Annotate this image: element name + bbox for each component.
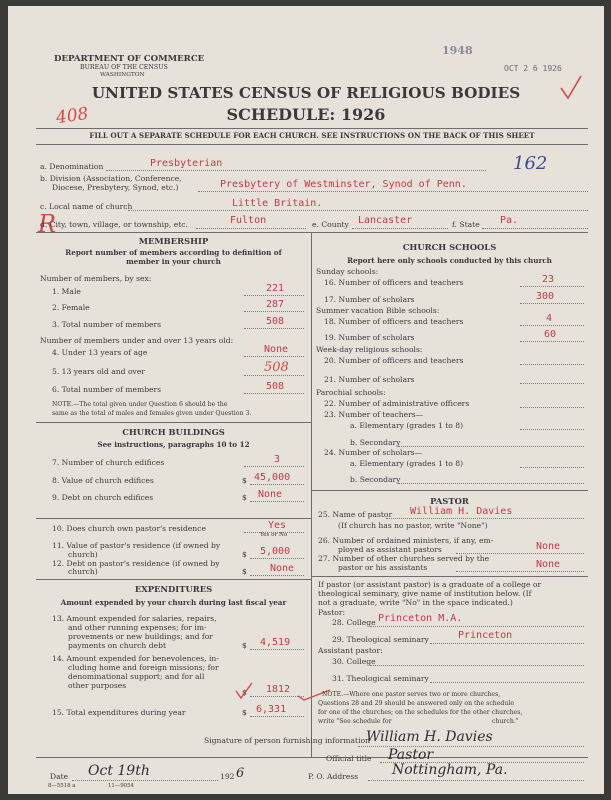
membership-sub-1: Report number of members according to definition of [65, 248, 282, 257]
q22-label: 22. Number of administrative officers [324, 399, 470, 408]
q12-dollar: $ [242, 567, 247, 576]
q27-value: None [536, 559, 561, 570]
q3-value: 508 [266, 316, 285, 327]
q28-value: Princeton M.A. [378, 613, 463, 624]
q14-line-2: cluding home and foreign missions; for [68, 663, 219, 672]
q6-label: 6. Total number of members [52, 385, 162, 394]
local-name-value: Little Britain. [232, 198, 323, 209]
q16-value: 23 [542, 274, 555, 285]
q27-line-1: 27. Number of other churches served by the [318, 554, 490, 563]
q9-value: None [258, 489, 283, 500]
members-by-sex-label: Number of members, by sex: [40, 274, 152, 283]
q11-value: 5,000 [260, 546, 291, 557]
year-suffix: 6 [236, 766, 245, 781]
check-mark-icon [558, 74, 584, 104]
q3-label: 3. Total number of members [52, 320, 162, 329]
q18-value: 4 [546, 313, 553, 324]
received-date-stamp: OCT 2 6 1926 [504, 64, 562, 73]
q15-label: 15. Total expenditures during year [52, 708, 186, 717]
q14-line-3: denominational support; and for all [68, 672, 205, 681]
q11-dollar: $ [242, 550, 247, 559]
graduate-note-3: not a graduate, write "No" in the space indicated.) [318, 598, 513, 607]
q19-label: 19. Number of scholars [324, 333, 415, 342]
summer-label: Summer vacation Bible schools: [316, 306, 440, 315]
age-label: Number of members under and over 13 years old: [40, 336, 234, 345]
weekday-label: Week-day religious schools: [316, 345, 423, 354]
county-label: e. County [312, 220, 349, 229]
q8-dollar: $ [242, 476, 247, 485]
q7-value: 3 [274, 454, 281, 465]
q12-label: 12. Debt on pastor's residence (if owned by [52, 559, 220, 568]
instruction-line: FILL OUT A SEPARATE SCHEDULE FOR EACH CHURCH. SEE INSTRUCTIONS ON THE BACK OF THIS SHEET [89, 131, 535, 140]
official-title-value: Pastor [388, 747, 434, 763]
q8-value: 45,000 [254, 472, 291, 483]
q7-label: 7. Number of church edifices [52, 458, 165, 467]
q25-hint: (If church has no pastor, write "None") [338, 521, 488, 530]
bureau-name: BUREAU OF THE CENSUS [80, 64, 168, 71]
membership-sub-2: member in your church [126, 257, 221, 266]
q5-value: 508 [264, 360, 289, 375]
pastor-heading: PASTOR [430, 496, 469, 506]
city-name: WASHINGTON [100, 72, 145, 78]
date-value: Oct 19th [88, 763, 150, 779]
q12-label-2: church) [68, 567, 98, 576]
state-label: f. State [452, 220, 480, 229]
local-name-label: c. Local name of church [40, 202, 133, 211]
code-handwritten: 162 [513, 153, 548, 174]
q25-value: William H. Davies [410, 506, 513, 517]
q17-label: 17. Number of scholars [324, 295, 415, 304]
q14-dollar: $ [242, 688, 247, 697]
pastor-note-1: NOTE.—Where one pastor serves two or more churches, [322, 691, 501, 698]
schedule-title: SCHEDULE: 1926 [226, 105, 386, 124]
q11-label-2: church) [68, 550, 98, 559]
q10-label: 10. Does church own pastor's residence [52, 524, 206, 533]
q23-label: 23. Number of teachers— [324, 410, 424, 419]
buildings-heading: CHURCH BUILDINGS [122, 427, 225, 437]
q2-value: 287 [266, 299, 285, 310]
q4-value: None [264, 344, 289, 355]
q29-label: 29. Theological seminary [332, 635, 429, 644]
q24b-label: b. Secondary [350, 475, 401, 484]
pastor-note-4: write "See schedule for [318, 718, 392, 725]
q25-label: 25. Name of pastor [318, 510, 393, 519]
q24-label: 24. Number of scholars— [324, 448, 423, 457]
q13-line-4: payments on church debt [68, 641, 166, 650]
schools-heading: CHURCH SCHOOLS [402, 242, 497, 252]
q11-label: 11. Value of pastor's residence (if owned by [52, 541, 221, 550]
sunday-label: Sunday schools: [316, 267, 379, 276]
parochial-label: Parochial schools: [316, 388, 386, 397]
q13-line-3: provements or new buildings; and for [68, 632, 213, 641]
q14-line-1: 14. Amount expended for benevolences, in- [52, 654, 219, 663]
q2-label: 2. Female [52, 303, 90, 312]
pastor-note-2: Questions 28 and 29 should be answered only on the schedule [318, 700, 515, 707]
review-mark: R [38, 210, 57, 238]
city-label: d. City, town, village, or township, etc. [40, 220, 188, 229]
page-title: UNITED STATES CENSUS OF RELIGIOUS BODIES [91, 84, 521, 102]
graduate-note-2: theological seminary, give name of institution below. (If [318, 589, 532, 598]
address-label: P. O. Address [308, 772, 359, 781]
denomination-label: a. Denomination [40, 162, 104, 171]
q29-value: Princeton [458, 630, 513, 641]
membership-heading: MEMBERSHIP [138, 236, 209, 246]
q20-label: 20. Number of officers and teachers [324, 356, 464, 365]
q26-line-1: 26. Number of ordained ministers, if any, em- [318, 536, 494, 545]
q24a-label: a. Elementary (grades 1 to 8) [350, 459, 464, 468]
signature-label: Signature of person furnishing information [204, 736, 370, 745]
q6-value: 508 [266, 381, 285, 392]
q9-dollar: $ [242, 493, 247, 502]
q5-label: 5. 13 years old and over [52, 367, 145, 376]
buildings-sub: See instructions, paragraphs 10 to 12 [97, 440, 250, 449]
q15-value: 6,331 [256, 704, 287, 715]
q23a-label: a. Elementary (grades 1 to 8) [350, 421, 464, 430]
membership-note-1: NOTE.—The total given under Question 6 should be the [52, 401, 228, 408]
q14-line-4: other purposes [68, 681, 127, 690]
division-label-2: Diocese, Presbytery, Synod, etc.) [52, 183, 179, 192]
pastor-note-3: for one of the churches; on the schedules for the other churches, [318, 709, 523, 716]
pastor-note-4b: church." [492, 718, 519, 725]
q8-label: 8. Value of church edifices [52, 476, 154, 485]
form-number-2: 11—9054 [108, 783, 134, 789]
q13-value: 4,519 [260, 637, 291, 648]
official-title-label: Official title [326, 754, 372, 763]
expenditures-heading: EXPENDITURES [134, 584, 213, 594]
q31-label: 31. Theological seminary [332, 674, 429, 683]
q26-value: None [536, 541, 561, 552]
q14-value: 1812 [266, 684, 291, 695]
graduate-note-1: If pastor (or assistant pastor) is a graduate of a college or [318, 580, 542, 589]
q18-label: 18. Number of officers and teachers [324, 317, 464, 326]
q1-label: 1. Male [52, 287, 81, 296]
year-prefix: 192 [220, 772, 235, 781]
q13-line-2: and other running expenses; for im- [68, 623, 207, 632]
q26-line-2: ployed as assistant pastors [338, 545, 442, 554]
q9-label: 9. Debt on church edifices [52, 493, 154, 502]
q16-label: 16. Number of officers and teachers [324, 278, 464, 287]
q27-line-2: pastor or his assistants [338, 563, 428, 572]
form-number: 8—5518 a [48, 783, 76, 789]
case-number-handwritten: 408 [54, 103, 90, 129]
q10-hint: Yes or No [260, 532, 288, 538]
q1-value: 221 [266, 283, 285, 294]
signature-value: William H. Davies [366, 729, 493, 745]
check-mark-icon [234, 681, 254, 701]
q19-value: 60 [544, 329, 557, 340]
q13-dollar: $ [242, 641, 247, 650]
expenditures-sub: Amount expended by your church during last fiscal year [60, 598, 287, 607]
division-label: b. Division (Association, Conference, [40, 174, 182, 183]
q23b-label: b. Secondary [350, 438, 401, 447]
state-value: Pa. [500, 215, 519, 226]
county-value: Lancaster [358, 215, 413, 226]
department-name: DEPARTMENT OF COMMERCE [54, 54, 205, 64]
assistant-pastor-label: Assistant pastor: [318, 646, 383, 655]
census-schedule-sheet [8, 6, 604, 794]
q30-label: 30. College [332, 657, 376, 666]
q28-label: 28. College [332, 618, 376, 627]
q17-value: 300 [536, 291, 555, 302]
address-value: Nottingham, Pa. [392, 762, 508, 778]
date-label: Date [50, 772, 69, 781]
schools-sub: Report here only schools conducted by this church [347, 256, 552, 265]
q15-dollar: $ [242, 708, 247, 717]
division-value: Presbytery of Westminster, Synod of Penn. [220, 179, 467, 190]
membership-note-2: same as the total of males and females given under Question 3. [52, 410, 252, 417]
q4-label: 4. Under 13 years of age [52, 348, 148, 357]
pastor-label: Pastor: [318, 608, 346, 617]
q12-value: None [270, 563, 295, 574]
stamp-number: 1948 [442, 44, 473, 57]
city-value: Fulton [230, 215, 267, 226]
q13-line-1: 13. Amount expended for salaries, repairs, [52, 614, 217, 623]
q10-value: Yes [268, 520, 287, 531]
denomination-value: Presbyterian [150, 158, 223, 169]
q21-label: 21. Number of scholars [324, 375, 415, 384]
